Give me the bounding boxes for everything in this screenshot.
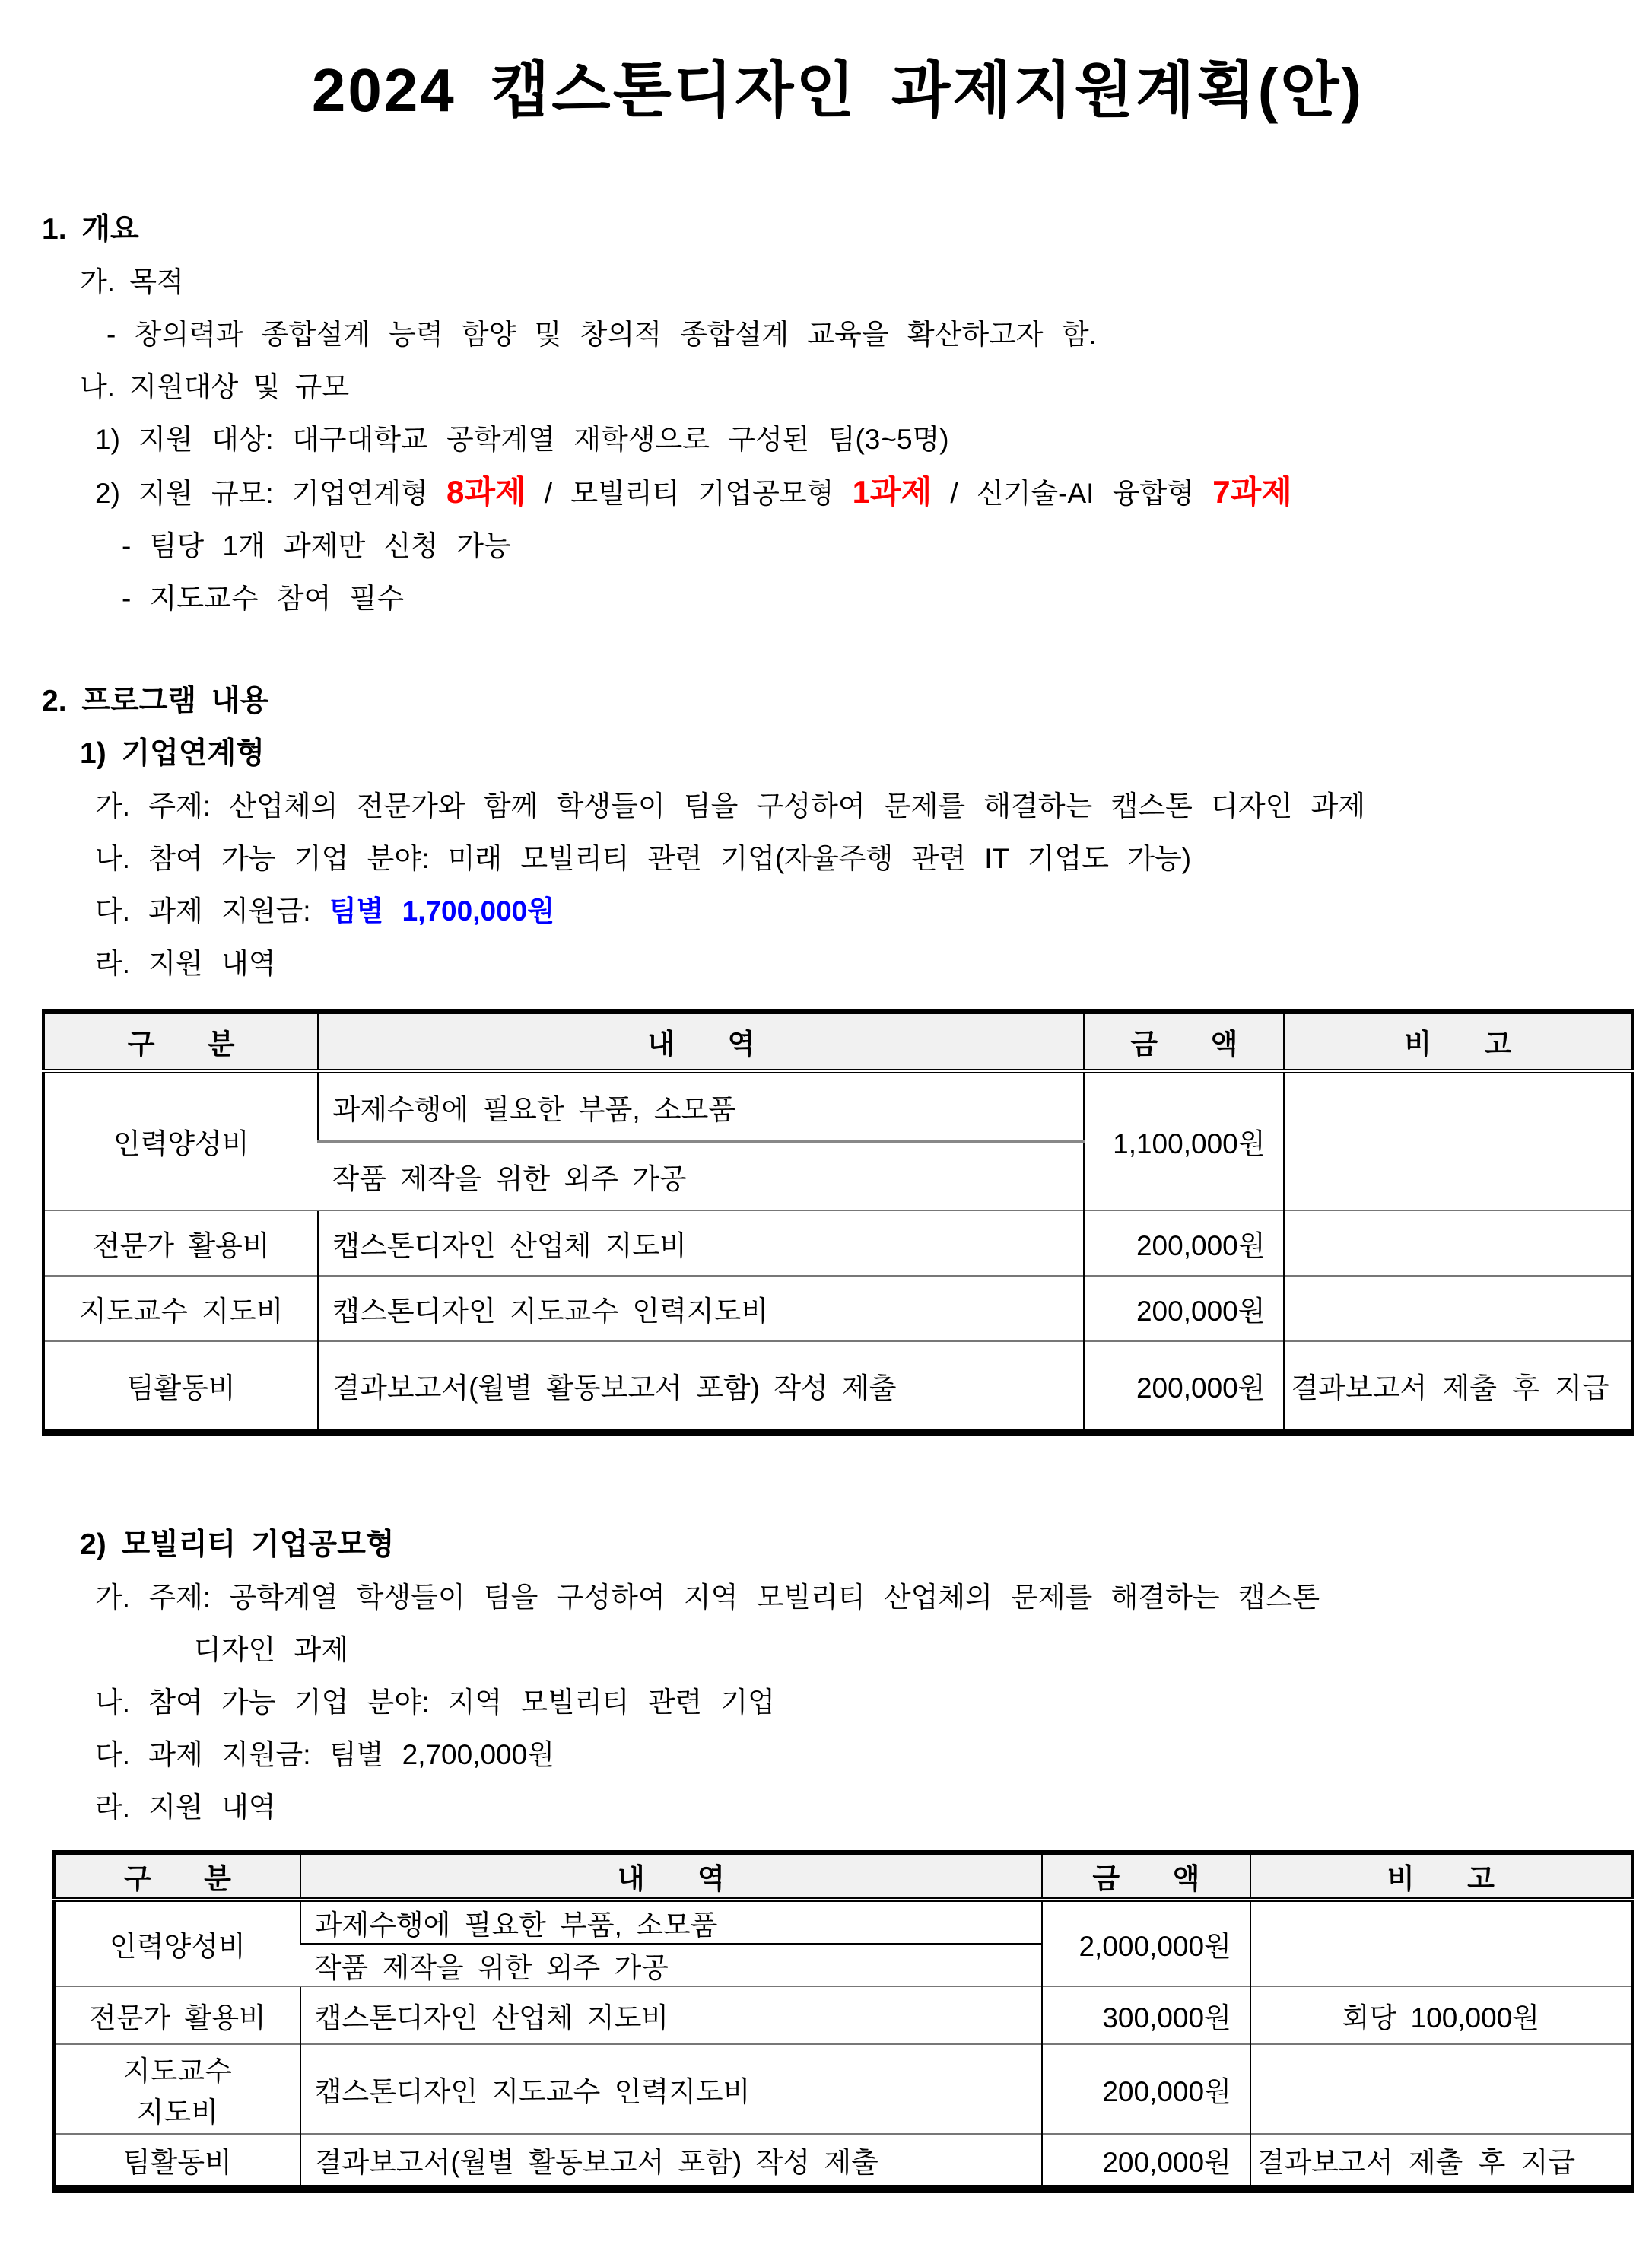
table2-team-amount: 200,000원 (1042, 2134, 1250, 2189)
table1-manpower-amount: 1,100,000원 (1084, 1071, 1284, 1210)
sub1-field: 나. 참여 가능 기업 분야: 미래 모빌리티 관련 기업(자율주행 관련 IT 기업도 가능) (95, 843, 1192, 874)
table2-row-team (54, 2134, 1632, 2189)
table2-team-detail: 결과보고서(월별 활동보고서 포함) 작성 제출 (300, 2134, 1042, 2189)
table2-row-expert (54, 1986, 1632, 2044)
overview-note-advisor: - 지도교수 참여 필수 (122, 583, 405, 614)
sub2-field: 나. 참여 가능 기업 분야: 지역 모빌리티 관련 기업 (95, 1686, 775, 1718)
table2-header-note: 비 고 (1250, 1852, 1632, 1900)
sub1-fund-prefix: 다. 과제 지원금: (95, 895, 329, 927)
table1-team-label: 팀활동비 (43, 1341, 318, 1433)
table2-header-detail: 내 역 (300, 1852, 1042, 1900)
table2-manpower-detail2: 작품 제작을 위한 외주 가공 (313, 1952, 669, 1983)
table1-expert-label: 전문가 활용비 (43, 1210, 318, 1276)
overview-scale-line (42, 466, 1634, 520)
document-page (0, 41, 1652, 2245)
table1-manpower-detail1: 과제수행에 필요한 부품, 소모품 (318, 1071, 1084, 1142)
sub1-fund-value: 팀별 1,700,000원 (329, 895, 554, 927)
support-table-mobility (52, 1850, 1634, 2193)
table1-expert-detail: 캡스톤디자인 산업체 지도비 (318, 1210, 1084, 1276)
table2-advisor-label (54, 2044, 300, 2134)
table2-row-advisor (54, 2044, 1632, 2134)
table2-advisor-label-line1: 지도교수 (122, 2056, 232, 2087)
table2-manpower-detail1: 과제수행에 필요한 부품, 소모품 (300, 1900, 1042, 1944)
scale-count-mobility: 1과제 (852, 474, 932, 510)
overview-heading: 1. 개요 (42, 213, 139, 246)
table1-expert-amount: 200,000원 (1084, 1210, 1284, 1276)
table2-row-manpower (54, 1900, 1632, 1944)
support-table-corporate (42, 1009, 1634, 1436)
table1-manpower-detail2: 작품 제작을 위한 외주 가공 (332, 1162, 687, 1194)
table1-header-note: 비 고 (1284, 1012, 1632, 1071)
table1-advisor-detail: 캡스톤디자인 지도교수 인력지도비 (318, 1276, 1084, 1341)
table1-advisor-amount: 200,000원 (1084, 1276, 1284, 1341)
table2-advisor-label-line2: 지도비 (136, 2097, 218, 2128)
table1-manpower-label: 인력양성비 (113, 1128, 249, 1159)
table1-header-amount: 금 액 (1084, 1012, 1284, 1071)
table1-expert-note (1284, 1210, 1632, 1276)
table2-expert-detail: 캡스톤디자인 산업체 지도비 (300, 1986, 1042, 2044)
table2-header-category: 구 분 (54, 1852, 300, 1900)
overview-purpose-label: 가. 목적 (80, 266, 184, 297)
table2-expert-note: 회당 100,000원 (1250, 1986, 1632, 2044)
table1-row-advisor (43, 1276, 1632, 1341)
table1-header-row (43, 1012, 1632, 1071)
sub1-fund-line (42, 885, 1634, 937)
scale-count-corporate: 8과제 (446, 474, 526, 510)
sub2-topic-line1: 가. 주제: 공학계열 학생들이 팀을 구성하여 지역 모빌리티 산업체의 문제를 해결하는 캡스톤 (95, 1581, 1320, 1613)
sub2-fund: 다. 과제 지원금: 팀별 2,700,000원 (95, 1738, 554, 1770)
overview-note-one-project: - 팀당 1개 과제만 신청 가능 (122, 530, 511, 561)
table2-team-note: 결과보고서 제출 후 지급 (1250, 2134, 1632, 2189)
table2-team-label: 팀활동비 (54, 2134, 300, 2189)
table2-advisor-detail: 캡스톤디자인 지도교수 인력지도비 (300, 2044, 1042, 2134)
table1-row-manpower (43, 1071, 1632, 1142)
table2-advisor-note (1250, 2044, 1632, 2134)
table1-advisor-label: 지도교수 지도비 (43, 1276, 318, 1341)
sub1-heading: 1) 기업연계형 (80, 737, 265, 770)
page-container (0, 41, 1652, 2193)
sub1-detail-label: 라. 지원 내역 (95, 948, 276, 979)
table1-header-detail: 내 역 (318, 1012, 1084, 1071)
table2-manpower-label: 인력양성비 (109, 1931, 246, 1962)
table1-row-expert (43, 1210, 1632, 1276)
scale-prefix: 2) 지원 규모: 기업연계형 (95, 478, 446, 509)
scale-mid1: / 모빌리티 기업공모형 (526, 478, 853, 509)
table2-expert-label: 전문가 활용비 (54, 1986, 300, 2044)
document-title: 2024 캡스톤디자인 과제지원계획(안) (311, 56, 1364, 124)
table2-header-row (54, 1852, 1632, 1900)
table2-header-amount: 금 액 (1042, 1852, 1250, 1900)
overview-target-label: 나. 지원대상 및 규모 (80, 371, 350, 402)
overview-purpose-text: - 창의력과 종합설계 능력 함양 및 창의적 종합설계 교육을 확산하고자 함. (106, 319, 1097, 350)
table1-advisor-note (1284, 1276, 1632, 1341)
table2-advisor-amount: 200,000원 (1042, 2044, 1250, 2134)
sub2-topic-line2: 디자인 과제 (194, 1633, 348, 1665)
sub2-heading: 2) 모빌리티 기업공모형 (80, 1528, 395, 1561)
program-heading: 2. 프로그램 내용 (42, 685, 269, 717)
table1-team-note: 결과보고서 제출 후 지급 (1284, 1341, 1632, 1433)
table2-manpower-amount: 2,000,000원 (1042, 1900, 1250, 1986)
table1-row-team (43, 1341, 1632, 1433)
sub1-topic: 가. 주제: 산업체의 전문가와 함께 학생들이 팀을 구성하여 문제를 해결하는 캡스톤 디자인 과제 (95, 790, 1366, 822)
table2-expert-amount: 300,000원 (1042, 1986, 1250, 2044)
scale-mid2: / 신기술-AI 융합형 (932, 478, 1213, 509)
table2-manpower-note (1250, 1900, 1632, 1986)
scale-count-newtech: 7과제 (1212, 474, 1292, 510)
table1-team-amount: 200,000원 (1084, 1341, 1284, 1433)
overview-target-item: 1) 지원 대상: 대구대학교 공학계열 재학생으로 구성된 팀(3~5명) (95, 424, 949, 455)
table1-team-detail: 결과보고서(월별 활동보고서 포함) 작성 제출 (318, 1341, 1084, 1433)
table1-header-category: 구 분 (43, 1012, 318, 1071)
table1-manpower-note (1284, 1071, 1632, 1210)
sub2-detail-label: 라. 지원 내역 (95, 1791, 276, 1823)
